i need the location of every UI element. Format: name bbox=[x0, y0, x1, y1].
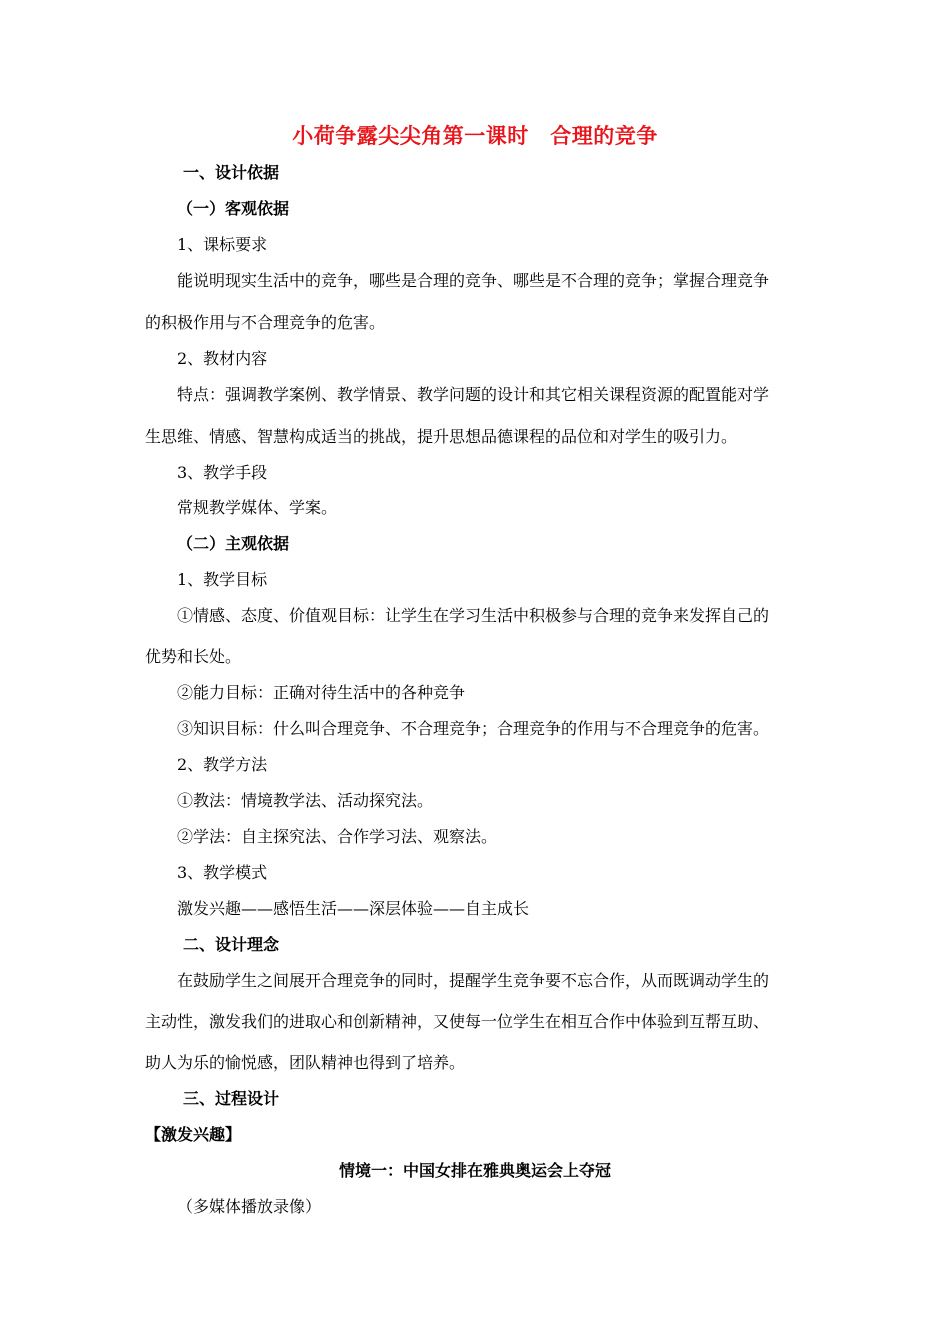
paragraph-line: ①情感、态度、价值观目标：让学生在学习生活中积极参与合理的竞争来发挥自己的 bbox=[177, 606, 770, 625]
scenario-title: 情境一：中国女排在雅典奥运会上夺冠 bbox=[338, 1161, 611, 1180]
paragraph-line: 生思维、情感、智慧构成适当的挑战，提升思想品德课程的品位和对学生的吸引力。 bbox=[145, 427, 738, 446]
document-title: 小荷争露尖尖角第一课时 合理的竞争 bbox=[292, 123, 658, 148]
paragraph-line: ①教法：情境教学法、活动探究法。 bbox=[177, 791, 434, 810]
paragraph-line: ②学法：自主探究法、合作学习法、观察法。 bbox=[177, 827, 498, 846]
paragraph-line: 助人为乐的愉悦感，团队精神也得到了培养。 bbox=[145, 1053, 466, 1072]
section-heading-process: 三、过程设计 bbox=[183, 1089, 280, 1108]
paragraph-line: 主动性，激发我们的进取心和创新精神，又使每一位学生在相互合作中体验到互帮互助、 bbox=[145, 1012, 770, 1031]
subsection-heading-subjective: （二）主观依据 bbox=[177, 534, 290, 553]
paragraph-line: 的积极作用与不合理竞争的危害。 bbox=[145, 313, 386, 332]
item-heading-methods: 2、教学方法 bbox=[177, 755, 268, 774]
paragraph-line: 激发兴趣——感悟生活——深层体验——自主成长 bbox=[177, 899, 530, 918]
item-heading-means: 3、教学手段 bbox=[177, 463, 268, 482]
item-heading-curriculum: 1、课标要求 bbox=[177, 235, 268, 254]
item-heading-material: 2、教材内容 bbox=[177, 349, 268, 368]
paragraph-line: 优势和长处。 bbox=[145, 647, 242, 666]
item-heading-goals: 1、教学目标 bbox=[177, 570, 268, 589]
paragraph-line: 特点：强调教学案例、教学情景、教学问题的设计和其它相关课程资源的配置能对学 bbox=[177, 385, 770, 404]
paragraph-line: 能说明现实生活中的竞争，哪些是合理的竞争、哪些是不合理的竞争；掌握合理竞争 bbox=[177, 271, 770, 290]
section-heading-concept: 二、设计理念 bbox=[183, 935, 280, 954]
stage-label: 【激发兴趣】 bbox=[145, 1125, 242, 1144]
paragraph-line: ③知识目标：什么叫合理竞争、不合理竞争；合理竞争的作用与不合理竞争的危害。 bbox=[177, 719, 770, 738]
paragraph-line: ②能力目标：正确对待生活中的各种竞争 bbox=[177, 683, 466, 702]
paragraph-line: 在鼓励学生之间展开合理竞争的同时，提醒学生竞争要不忘合作，从而既调动学生的 bbox=[177, 971, 770, 990]
section-heading-basis: 一、设计依据 bbox=[183, 163, 280, 182]
scenario-note: （多媒体播放录像） bbox=[177, 1197, 322, 1216]
paragraph-line: 常规教学媒体、学案。 bbox=[177, 498, 338, 517]
subsection-heading-objective: （一）客观依据 bbox=[177, 199, 290, 218]
item-heading-mode: 3、教学模式 bbox=[177, 863, 268, 882]
